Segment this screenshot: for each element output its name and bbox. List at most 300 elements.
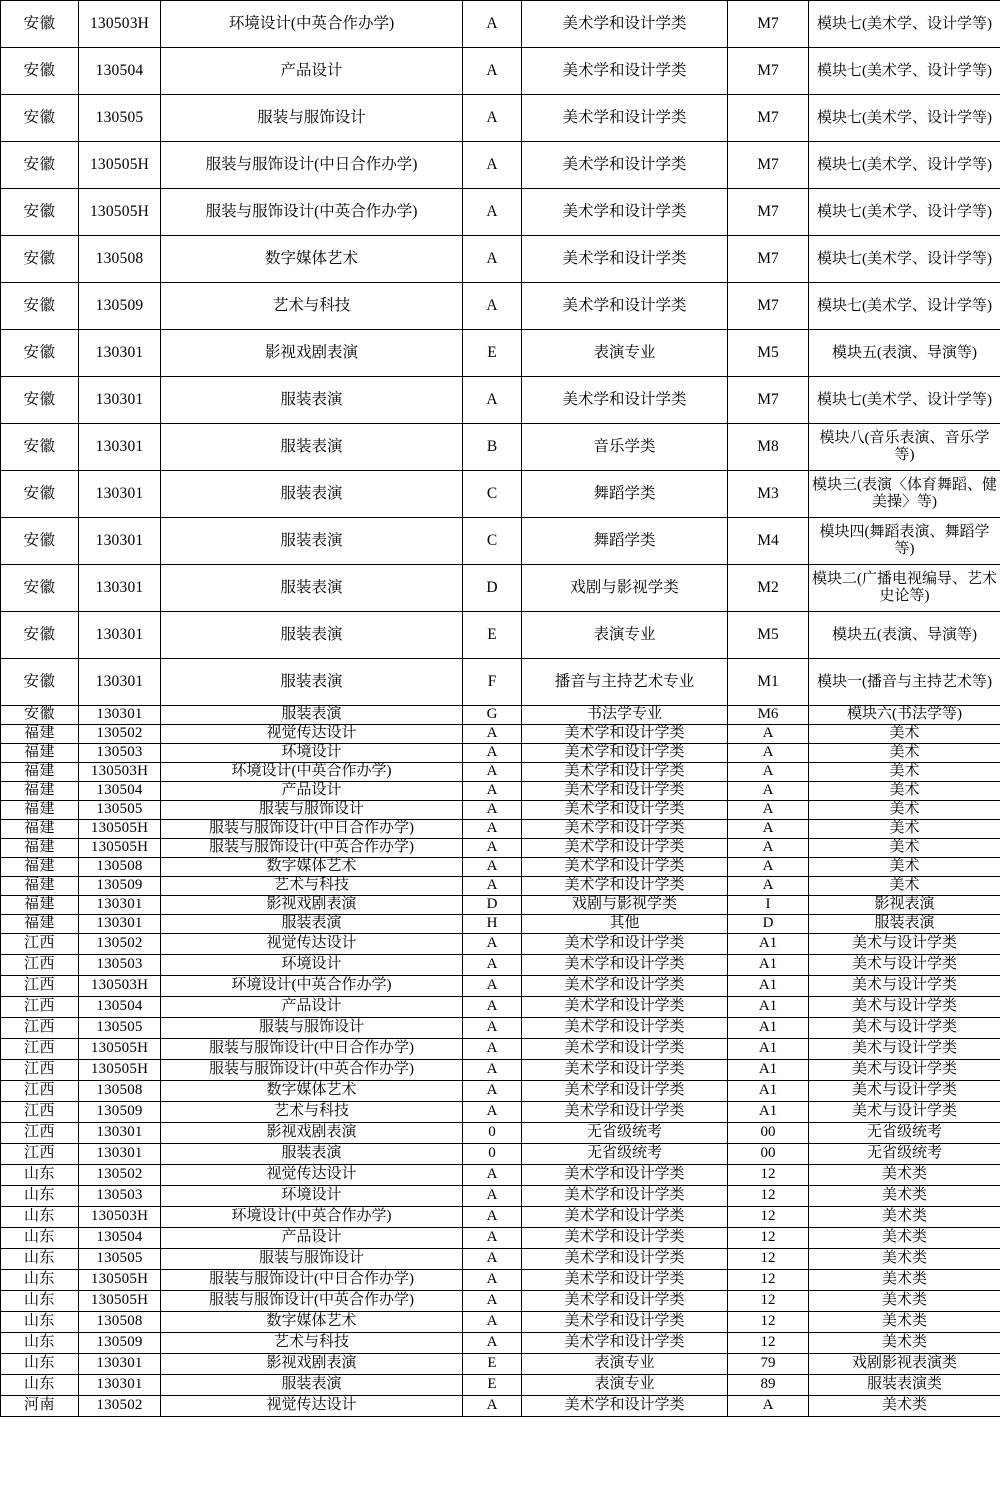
subject-code-cell: A — [463, 858, 522, 877]
major-name-cell: 环境设计(中英合作办学) — [161, 976, 463, 997]
major-code-cell: 130502 — [79, 725, 161, 744]
exam-code-cell: M5 — [728, 612, 809, 659]
province-cell: 安徽 — [1, 612, 79, 659]
province-cell: 安徽 — [1, 471, 79, 518]
major-code-cell: 130504 — [79, 48, 161, 95]
exam-code-cell: D — [728, 915, 809, 934]
subject-code-cell: 0 — [463, 1123, 522, 1144]
subject-category-cell: 书法学专业 — [522, 706, 728, 725]
subject-code-cell: A — [463, 782, 522, 801]
major-name-cell: 数字媒体艺术 — [161, 236, 463, 283]
province-cell: 江西 — [1, 1123, 79, 1144]
subject-code-cell: G — [463, 706, 522, 725]
major-name-cell: 服装与服饰设计 — [161, 95, 463, 142]
major-code-cell: 130503 — [79, 955, 161, 976]
subject-category-cell: 播音与主持艺术专业 — [522, 659, 728, 706]
exam-name-cell: 美术与设计学类 — [809, 1081, 1000, 1102]
province-cell: 山东 — [1, 1291, 79, 1312]
major-name-cell: 服装表演 — [161, 706, 463, 725]
table-row — [1, 1102, 1000, 1123]
province-cell: 安徽 — [1, 424, 79, 471]
table-row — [1, 283, 1000, 330]
table-body — [1, 1, 1000, 1417]
table-row — [1, 518, 1000, 565]
province-cell: 福建 — [1, 782, 79, 801]
province-cell: 安徽 — [1, 48, 79, 95]
major-name-cell: 影视戏剧表演 — [161, 1123, 463, 1144]
exam-code-cell: 89 — [728, 1375, 809, 1396]
subject-category-cell: 美术学和设计学类 — [522, 283, 728, 330]
major-name-cell: 服装与服饰设计(中日合作办学) — [161, 1039, 463, 1060]
exam-code-cell: A1 — [728, 976, 809, 997]
province-cell: 山东 — [1, 1249, 79, 1270]
exam-name-cell: 美术类 — [809, 1396, 1000, 1417]
province-cell: 江西 — [1, 976, 79, 997]
subject-code-cell: H — [463, 915, 522, 934]
exam-name-cell: 美术类 — [809, 1312, 1000, 1333]
subject-category-cell: 美术学和设计学类 — [522, 236, 728, 283]
table-row — [1, 565, 1000, 612]
major-name-cell: 环境设计 — [161, 1186, 463, 1207]
exam-name-cell: 美术与设计学类 — [809, 976, 1000, 997]
major-name-cell: 产品设计 — [161, 1228, 463, 1249]
table-row — [1, 1144, 1000, 1165]
major-code-cell: 130503H — [79, 763, 161, 782]
subject-code-cell: A — [463, 744, 522, 763]
exam-name-cell: 美术 — [809, 877, 1000, 896]
major-name-cell: 产品设计 — [161, 48, 463, 95]
table-row — [1, 877, 1000, 896]
table-row — [1, 377, 1000, 424]
subject-category-cell: 音乐学类 — [522, 424, 728, 471]
province-cell: 安徽 — [1, 142, 79, 189]
exam-name-cell: 美术与设计学类 — [809, 1060, 1000, 1081]
subject-category-cell: 美术学和设计学类 — [522, 1018, 728, 1039]
subject-code-cell: A — [463, 839, 522, 858]
province-cell: 福建 — [1, 915, 79, 934]
province-cell: 山东 — [1, 1207, 79, 1228]
major-code-cell: 130505H — [79, 839, 161, 858]
subject-category-cell: 无省级统考 — [522, 1123, 728, 1144]
table-row — [1, 236, 1000, 283]
subject-category-cell: 美术学和设计学类 — [522, 976, 728, 997]
exam-name-cell: 美术 — [809, 725, 1000, 744]
major-name-cell: 服装与服饰设计 — [161, 1018, 463, 1039]
exam-code-cell: M7 — [728, 95, 809, 142]
table-row — [1, 934, 1000, 955]
exam-name-cell: 模块七(美术学、设计学等) — [809, 283, 1000, 330]
exam-code-cell: M7 — [728, 377, 809, 424]
subject-category-cell: 美术学和设计学类 — [522, 801, 728, 820]
table-row — [1, 725, 1000, 744]
table-row — [1, 1207, 1000, 1228]
subject-code-cell: A — [463, 1312, 522, 1333]
province-cell: 山东 — [1, 1270, 79, 1291]
subject-category-cell: 美术学和设计学类 — [522, 48, 728, 95]
subject-category-cell: 美术学和设计学类 — [522, 1228, 728, 1249]
exam-code-cell: A — [728, 839, 809, 858]
major-code-cell: 130504 — [79, 997, 161, 1018]
exam-code-cell: A1 — [728, 1102, 809, 1123]
major-name-cell: 艺术与科技 — [161, 1102, 463, 1123]
province-cell: 河南 — [1, 1396, 79, 1417]
subject-category-cell: 美术学和设计学类 — [522, 377, 728, 424]
major-name-cell: 服装表演 — [161, 565, 463, 612]
major-name-cell: 服装与服饰设计(中英合作办学) — [161, 189, 463, 236]
subject-category-cell: 美术学和设计学类 — [522, 997, 728, 1018]
province-cell: 福建 — [1, 896, 79, 915]
major-code-cell: 130508 — [79, 236, 161, 283]
table-row — [1, 706, 1000, 725]
exam-code-cell: M7 — [728, 48, 809, 95]
major-name-cell: 服装表演 — [161, 612, 463, 659]
exam-code-cell: M7 — [728, 189, 809, 236]
major-name-cell: 数字媒体艺术 — [161, 858, 463, 877]
subject-category-cell: 美术学和设计学类 — [522, 1186, 728, 1207]
exam-code-cell: 12 — [728, 1165, 809, 1186]
exam-name-cell: 模块四(舞蹈表演、舞蹈学等) — [809, 518, 1000, 565]
major-code-cell: 130503 — [79, 744, 161, 763]
major-name-cell: 产品设计 — [161, 997, 463, 1018]
subject-category-cell: 美术学和设计学类 — [522, 1207, 728, 1228]
major-code-cell: 130505 — [79, 95, 161, 142]
table-row — [1, 763, 1000, 782]
major-name-cell: 艺术与科技 — [161, 283, 463, 330]
major-code-cell: 130502 — [79, 1396, 161, 1417]
exam-code-cell: 12 — [728, 1312, 809, 1333]
subject-code-cell: C — [463, 471, 522, 518]
table-row — [1, 1, 1000, 48]
exam-code-cell: 12 — [728, 1291, 809, 1312]
subject-code-cell: A — [463, 877, 522, 896]
exam-code-cell: M3 — [728, 471, 809, 518]
exam-code-cell: M4 — [728, 518, 809, 565]
province-cell: 安徽 — [1, 330, 79, 377]
province-cell: 江西 — [1, 1102, 79, 1123]
major-name-cell: 视觉传达设计 — [161, 725, 463, 744]
exam-name-cell: 模块七(美术学、设计学等) — [809, 236, 1000, 283]
exam-name-cell: 美术与设计学类 — [809, 1102, 1000, 1123]
exam-code-cell: A1 — [728, 1018, 809, 1039]
subject-code-cell: A — [463, 1186, 522, 1207]
subject-category-cell: 表演专业 — [522, 330, 728, 377]
subject-code-cell: E — [463, 1354, 522, 1375]
major-code-cell: 130301 — [79, 471, 161, 518]
major-code-cell: 130508 — [79, 1312, 161, 1333]
major-code-cell: 130301 — [79, 377, 161, 424]
province-cell: 安徽 — [1, 706, 79, 725]
exam-name-cell: 美术 — [809, 839, 1000, 858]
subject-code-cell: A — [463, 997, 522, 1018]
major-name-cell: 数字媒体艺术 — [161, 1081, 463, 1102]
subject-code-cell: A — [463, 142, 522, 189]
province-cell: 山东 — [1, 1354, 79, 1375]
subject-code-cell: A — [463, 377, 522, 424]
subject-category-cell: 美术学和设计学类 — [522, 955, 728, 976]
table-row — [1, 1291, 1000, 1312]
subject-category-cell: 表演专业 — [522, 1354, 728, 1375]
exam-name-cell: 美术类 — [809, 1165, 1000, 1186]
subject-code-cell: D — [463, 565, 522, 612]
exam-name-cell: 美术 — [809, 858, 1000, 877]
province-cell: 山东 — [1, 1228, 79, 1249]
major-code-cell: 130301 — [79, 1123, 161, 1144]
exam-code-cell: A — [728, 858, 809, 877]
subject-code-cell: A — [463, 801, 522, 820]
major-code-cell: 130505 — [79, 1018, 161, 1039]
subject-code-cell: E — [463, 612, 522, 659]
table-row — [1, 1333, 1000, 1354]
subject-category-cell: 戏剧与影视学类 — [522, 565, 728, 612]
subject-category-cell: 其他 — [522, 915, 728, 934]
exam-name-cell: 美术与设计学类 — [809, 955, 1000, 976]
exam-code-cell: A1 — [728, 1060, 809, 1081]
exam-name-cell: 美术 — [809, 782, 1000, 801]
subject-code-cell: A — [463, 955, 522, 976]
exam-code-cell: 00 — [728, 1123, 809, 1144]
major-code-cell: 130301 — [79, 518, 161, 565]
province-cell: 福建 — [1, 858, 79, 877]
exam-code-cell: 12 — [728, 1249, 809, 1270]
subject-category-cell: 美术学和设计学类 — [522, 820, 728, 839]
major-name-cell: 服装与服饰设计(中英合作办学) — [161, 839, 463, 858]
major-name-cell: 服装与服饰设计(中英合作办学) — [161, 1291, 463, 1312]
subject-category-cell: 美术学和设计学类 — [522, 1060, 728, 1081]
subject-code-cell: E — [463, 1375, 522, 1396]
major-code-cell: 130301 — [79, 915, 161, 934]
table-row — [1, 1270, 1000, 1291]
major-name-cell: 环境设计 — [161, 955, 463, 976]
table-row — [1, 896, 1000, 915]
table-row — [1, 1039, 1000, 1060]
exam-code-cell: A — [728, 725, 809, 744]
province-cell: 江西 — [1, 934, 79, 955]
province-cell: 山东 — [1, 1375, 79, 1396]
exam-name-cell: 美术与设计学类 — [809, 1039, 1000, 1060]
subject-category-cell: 美术学和设计学类 — [522, 877, 728, 896]
table-row — [1, 1186, 1000, 1207]
exam-name-cell: 模块八(音乐表演、音乐学等) — [809, 424, 1000, 471]
subject-code-cell: B — [463, 424, 522, 471]
province-cell: 安徽 — [1, 565, 79, 612]
subject-category-cell: 舞蹈学类 — [522, 518, 728, 565]
subject-code-cell: A — [463, 95, 522, 142]
major-code-cell: 130301 — [79, 896, 161, 915]
exam-name-cell: 模块五(表演、导演等) — [809, 330, 1000, 377]
major-code-cell: 130505H — [79, 1270, 161, 1291]
exam-name-cell: 美术类 — [809, 1186, 1000, 1207]
major-name-cell: 服装表演 — [161, 424, 463, 471]
major-code-cell: 130504 — [79, 1228, 161, 1249]
major-code-cell: 130504 — [79, 782, 161, 801]
province-cell: 山东 — [1, 1312, 79, 1333]
subject-code-cell: D — [463, 896, 522, 915]
major-code-cell: 130301 — [79, 424, 161, 471]
major-code-cell: 130502 — [79, 1165, 161, 1186]
table-row — [1, 1312, 1000, 1333]
major-name-cell: 服装表演 — [161, 518, 463, 565]
exam-name-cell: 服装表演 — [809, 915, 1000, 934]
major-name-cell: 产品设计 — [161, 782, 463, 801]
exam-code-cell: 12 — [728, 1333, 809, 1354]
major-name-cell: 环境设计 — [161, 744, 463, 763]
table-row — [1, 801, 1000, 820]
exam-name-cell: 模块七(美术学、设计学等) — [809, 48, 1000, 95]
exam-name-cell: 模块七(美术学、设计学等) — [809, 1, 1000, 48]
subject-category-cell: 舞蹈学类 — [522, 471, 728, 518]
subject-category-cell: 美术学和设计学类 — [522, 1270, 728, 1291]
exam-code-cell: M1 — [728, 659, 809, 706]
province-cell: 安徽 — [1, 95, 79, 142]
exam-name-cell: 美术类 — [809, 1291, 1000, 1312]
table-row — [1, 1123, 1000, 1144]
province-cell: 安徽 — [1, 659, 79, 706]
table-row — [1, 1165, 1000, 1186]
major-name-cell: 服装与服饰设计 — [161, 1249, 463, 1270]
table-row — [1, 330, 1000, 377]
subject-category-cell: 美术学和设计学类 — [522, 858, 728, 877]
major-code-cell: 130503H — [79, 1, 161, 48]
table-row — [1, 1081, 1000, 1102]
province-cell: 福建 — [1, 877, 79, 896]
exam-name-cell: 无省级统考 — [809, 1144, 1000, 1165]
exam-name-cell: 戏剧影视表演类 — [809, 1354, 1000, 1375]
exam-code-cell: A — [728, 763, 809, 782]
major-code-cell: 130508 — [79, 858, 161, 877]
province-cell: 福建 — [1, 801, 79, 820]
exam-code-cell: 00 — [728, 1144, 809, 1165]
table-row — [1, 189, 1000, 236]
exam-code-cell: A — [728, 877, 809, 896]
exam-name-cell: 美术 — [809, 820, 1000, 839]
table-row — [1, 839, 1000, 858]
major-name-cell: 环境设计(中英合作办学) — [161, 763, 463, 782]
exam-code-cell: A — [728, 744, 809, 763]
exam-code-cell: A1 — [728, 997, 809, 1018]
subject-category-cell: 美术学和设计学类 — [522, 1333, 728, 1354]
major-name-cell: 服装与服饰设计 — [161, 801, 463, 820]
subject-code-cell: A — [463, 1102, 522, 1123]
table-row — [1, 471, 1000, 518]
subject-code-cell: A — [463, 283, 522, 330]
subject-category-cell: 美术学和设计学类 — [522, 1312, 728, 1333]
subject-code-cell: A — [463, 1207, 522, 1228]
exam-code-cell: 79 — [728, 1354, 809, 1375]
subject-category-cell: 美术学和设计学类 — [522, 95, 728, 142]
province-cell: 江西 — [1, 955, 79, 976]
major-code-cell: 130503H — [79, 976, 161, 997]
exam-name-cell: 美术类 — [809, 1228, 1000, 1249]
province-cell: 福建 — [1, 744, 79, 763]
major-name-cell: 服装表演 — [161, 915, 463, 934]
exam-name-cell: 无省级统考 — [809, 1123, 1000, 1144]
exam-code-cell: A1 — [728, 1039, 809, 1060]
exam-name-cell: 服装表演类 — [809, 1375, 1000, 1396]
subject-code-cell: A — [463, 236, 522, 283]
subject-code-cell: A — [463, 48, 522, 95]
major-name-cell: 影视戏剧表演 — [161, 330, 463, 377]
province-cell: 安徽 — [1, 377, 79, 424]
major-name-cell: 影视戏剧表演 — [161, 1354, 463, 1375]
subject-code-cell: A — [463, 976, 522, 997]
exam-name-cell: 美术 — [809, 763, 1000, 782]
exam-code-cell: M6 — [728, 706, 809, 725]
major-code-cell: 130301 — [79, 565, 161, 612]
exam-code-cell: A1 — [728, 1081, 809, 1102]
subject-category-cell: 美术学和设计学类 — [522, 725, 728, 744]
table-row — [1, 48, 1000, 95]
province-cell: 福建 — [1, 725, 79, 744]
major-code-cell: 130509 — [79, 877, 161, 896]
province-cell: 安徽 — [1, 189, 79, 236]
exam-name-cell: 模块七(美术学、设计学等) — [809, 189, 1000, 236]
subject-category-cell: 戏剧与影视学类 — [522, 896, 728, 915]
subject-code-cell: A — [463, 1081, 522, 1102]
major-name-cell: 数字媒体艺术 — [161, 1312, 463, 1333]
major-code-cell: 130301 — [79, 612, 161, 659]
subject-code-cell: A — [463, 1060, 522, 1081]
exam-code-cell: A — [728, 782, 809, 801]
exam-code-cell: M7 — [728, 142, 809, 189]
exam-name-cell: 模块一(播音与主持艺术等) — [809, 659, 1000, 706]
subject-code-cell: A — [463, 1396, 522, 1417]
table-row — [1, 1396, 1000, 1417]
subject-code-cell: A — [463, 1165, 522, 1186]
major-code-cell: 130301 — [79, 706, 161, 725]
subject-code-cell: 0 — [463, 1144, 522, 1165]
subject-category-cell: 无省级统考 — [522, 1144, 728, 1165]
province-cell: 福建 — [1, 763, 79, 782]
major-name-cell: 服装表演 — [161, 377, 463, 424]
subject-code-cell: A — [463, 820, 522, 839]
major-code-cell: 130301 — [79, 1354, 161, 1375]
exam-name-cell: 模块七(美术学、设计学等) — [809, 377, 1000, 424]
subject-category-cell: 美术学和设计学类 — [522, 1291, 728, 1312]
subject-code-cell: A — [463, 1018, 522, 1039]
subject-code-cell: C — [463, 518, 522, 565]
exam-name-cell: 模块七(美术学、设计学等) — [809, 95, 1000, 142]
table-row — [1, 1375, 1000, 1396]
subject-code-cell: A — [463, 1249, 522, 1270]
major-code-cell: 130505H — [79, 820, 161, 839]
exam-code-cell: A — [728, 1396, 809, 1417]
major-name-cell: 服装表演 — [161, 659, 463, 706]
table-row — [1, 1060, 1000, 1081]
exam-code-cell: 12 — [728, 1228, 809, 1249]
exam-name-cell: 模块二(广播电视编导、艺术史论等) — [809, 565, 1000, 612]
major-name-cell: 服装表演 — [161, 1144, 463, 1165]
subject-category-cell: 美术学和设计学类 — [522, 1396, 728, 1417]
subject-code-cell: A — [463, 1291, 522, 1312]
province-cell: 江西 — [1, 997, 79, 1018]
subject-category-cell: 美术学和设计学类 — [522, 763, 728, 782]
subject-category-cell: 美术学和设计学类 — [522, 1165, 728, 1186]
exam-name-cell: 模块六(书法学等) — [809, 706, 1000, 725]
exam-code-cell: M7 — [728, 1, 809, 48]
major-code-cell: 130505H — [79, 142, 161, 189]
subject-category-cell: 美术学和设计学类 — [522, 1, 728, 48]
exam-name-cell: 美术与设计学类 — [809, 997, 1000, 1018]
major-code-cell: 130503H — [79, 1207, 161, 1228]
province-cell: 安徽 — [1, 283, 79, 330]
province-cell: 山东 — [1, 1186, 79, 1207]
exam-name-cell: 美术 — [809, 801, 1000, 820]
subject-category-cell: 美术学和设计学类 — [522, 142, 728, 189]
subject-code-cell: A — [463, 1, 522, 48]
exam-code-cell: I — [728, 896, 809, 915]
subject-category-cell: 美术学和设计学类 — [522, 934, 728, 955]
table-row — [1, 858, 1000, 877]
